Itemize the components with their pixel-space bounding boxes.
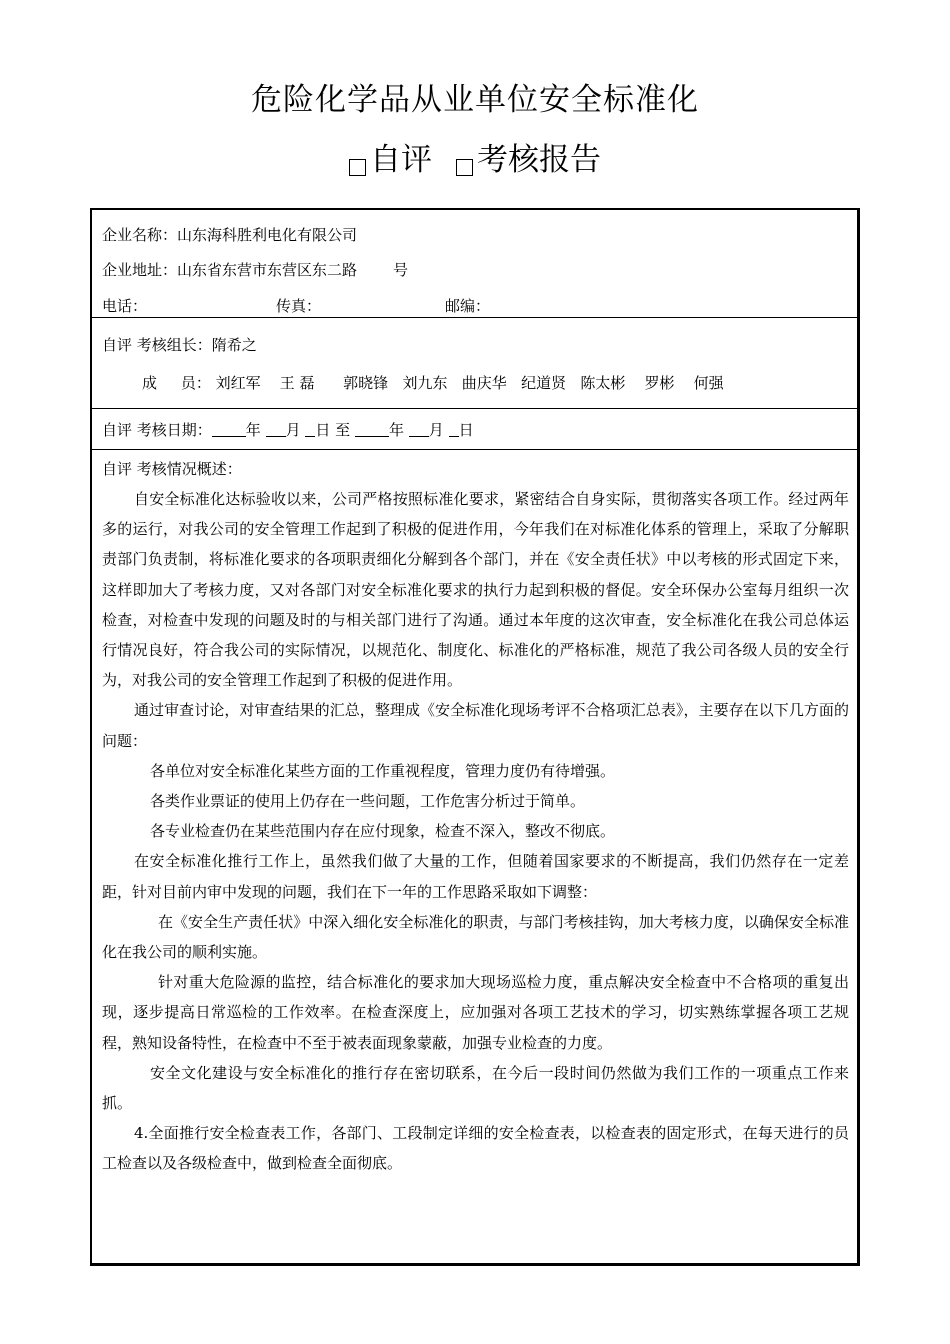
- date-section: [92, 408, 857, 450]
- report-title: 危险化学品从业单位安全标准化: [251, 82, 699, 118]
- team-leader-row: [102, 334, 257, 355]
- end-day-blank[interactable]: [449, 422, 459, 437]
- issue-item: 各单位对安全标准化某些方面的工作重视程度，管理力度仍有待增强。: [150, 761, 616, 780]
- report-form: [90, 208, 860, 1266]
- end-month-blank[interactable]: [409, 422, 429, 437]
- member: 陈太彬: [580, 374, 626, 392]
- members-label: 成 员：: [142, 374, 211, 392]
- day-unit: 日: [315, 421, 331, 439]
- company-address-row: [102, 259, 408, 280]
- company-address: 山东省东营市东营区东二路: [177, 261, 358, 279]
- address-number-suffix: 号: [393, 261, 409, 279]
- measure-item: 在《安全生产责任状》中深入细化安全标准化的职责，与部门考核挂钩，加大考核力度，以确保安全标准化在我公司的顺利实施。: [102, 912, 849, 962]
- member: 何强: [693, 374, 724, 392]
- day-unit: 日: [458, 421, 474, 439]
- issue-item: 各类作业票证的使用上仍存在一些问题，工作危害分析过于简单。: [150, 792, 586, 811]
- member: 郭晓锋: [343, 374, 389, 392]
- team-leader-label: 自评 考核组长：: [102, 336, 212, 354]
- phone-label: 电话：: [102, 297, 148, 315]
- member: 王 磊: [279, 374, 315, 392]
- member: 刘九东: [402, 374, 448, 392]
- date-row: [102, 419, 474, 440]
- start-year-blank[interactable]: [212, 422, 246, 437]
- start-day-blank[interactable]: [305, 422, 315, 437]
- year-unit: 年: [245, 421, 261, 439]
- member: 纪道贤: [521, 374, 567, 392]
- end-year-blank[interactable]: [355, 422, 389, 437]
- member: 刘红军: [215, 374, 261, 392]
- issue-item: 各专业检查仍在某些范围内存在应付现象，检查不深入，整改不彻底。: [150, 822, 616, 841]
- member: 曲庆华: [461, 374, 507, 392]
- company-name-label: 企业名称：: [102, 226, 178, 244]
- audit-checkbox[interactable]: [456, 159, 473, 176]
- self-eval-label: 自评: [370, 142, 432, 178]
- company-name: 山东海科胜利电化有限公司: [177, 226, 358, 244]
- start-month-blank[interactable]: [266, 422, 286, 437]
- summary-body: [102, 484, 849, 1179]
- postcode-label: 邮编：: [445, 297, 491, 315]
- measure-item: 4.全面推行安全检查表工作，各部门、工段制定详细的安全检查表，以检查表的固定形式，在每天进行的员工检查以及各级检查中，做到检查全面彻底。: [102, 1124, 849, 1173]
- member: 罗彬: [644, 374, 675, 392]
- date-label: 自评 考核日期：: [102, 421, 212, 439]
- team-members-row: [142, 372, 724, 393]
- month-unit: 月: [428, 421, 444, 439]
- company-info-section: [92, 210, 857, 318]
- summary-paragraph: 自安全标准化达标验收以来，公司严格按照标准化要求，紧密结合自身实际，贯彻落实各项工作。经过两年多的运行，对我公司的安全管理工作起到了积极的促进作用，今年我们在对标准化体系的管理上，采取了分解职责部门负责制，将标准化要求的各项职责细化分解到各个部门，并在《安全责任状》中以考核的形式固定下来，这样即加大了考核力度，又对各部门对安全标准化要求的执行力起到积极的督促。安全环保办公室每月组织一次检查，对检查中发现的问题及时的与相关部门进行了沟通。通过本年度的这次审查，安全标准化在我公司总体运行情况良好，符合我公司的实际情况，以规范化、制度化、标准化的严格标准，规范了我公司各级人员的安全行为，对我公司的安全管理工作起到了积极的促进作用。: [102, 490, 849, 690]
- team-leader: 隋希之: [211, 336, 257, 354]
- contact-row: [102, 295, 802, 316]
- year-unit: 年: [388, 421, 404, 439]
- company-address-label: 企业地址：: [102, 261, 178, 279]
- month-unit: 月: [285, 421, 301, 439]
- self-eval-checkbox[interactable]: [349, 159, 366, 176]
- measure-item: 针对重大危险源的监控，结合标准化的要求加大现场巡检力度，重点解决安全检查中不合格项的重复出现，逐步提高日常巡检的工作效率。在检查深度上，应加强对各项工艺技术的学习，切实熟练掌握各项工艺规程，熟知设备特性，在检查中不至于被表面现象蒙蔽，加强专业检查的力度。: [102, 973, 849, 1052]
- report-subtitle: [0, 134, 950, 179]
- team-section: [92, 317, 857, 409]
- audit-label: 考核报告: [477, 142, 601, 178]
- company-name-row: [102, 224, 357, 245]
- measure-item: 安全文化建设与安全标准化的推行存在密切联系，在今后一段时间仍然做为我们工作的一项重点工作来抓。: [102, 1063, 849, 1113]
- fax-label: 传真：: [276, 297, 322, 315]
- summary-heading: 自评 考核情况概述：: [102, 460, 242, 478]
- summary-paragraph: 在安全标准化推行工作上，虽然我们做了大量的工作，但随着国家要求的不断提高，我们仍然存在一定差距，针对目前内审中发现的问题，我们在下一年的工作思路采取如下调整：: [102, 852, 849, 901]
- summary-paragraph: 通过审查讨论，对审查结果的汇总，整理成《安全标准化现场考评不合格项汇总表》，主要存在以下几方面的问题：: [102, 701, 849, 750]
- date-to: 至: [335, 421, 351, 439]
